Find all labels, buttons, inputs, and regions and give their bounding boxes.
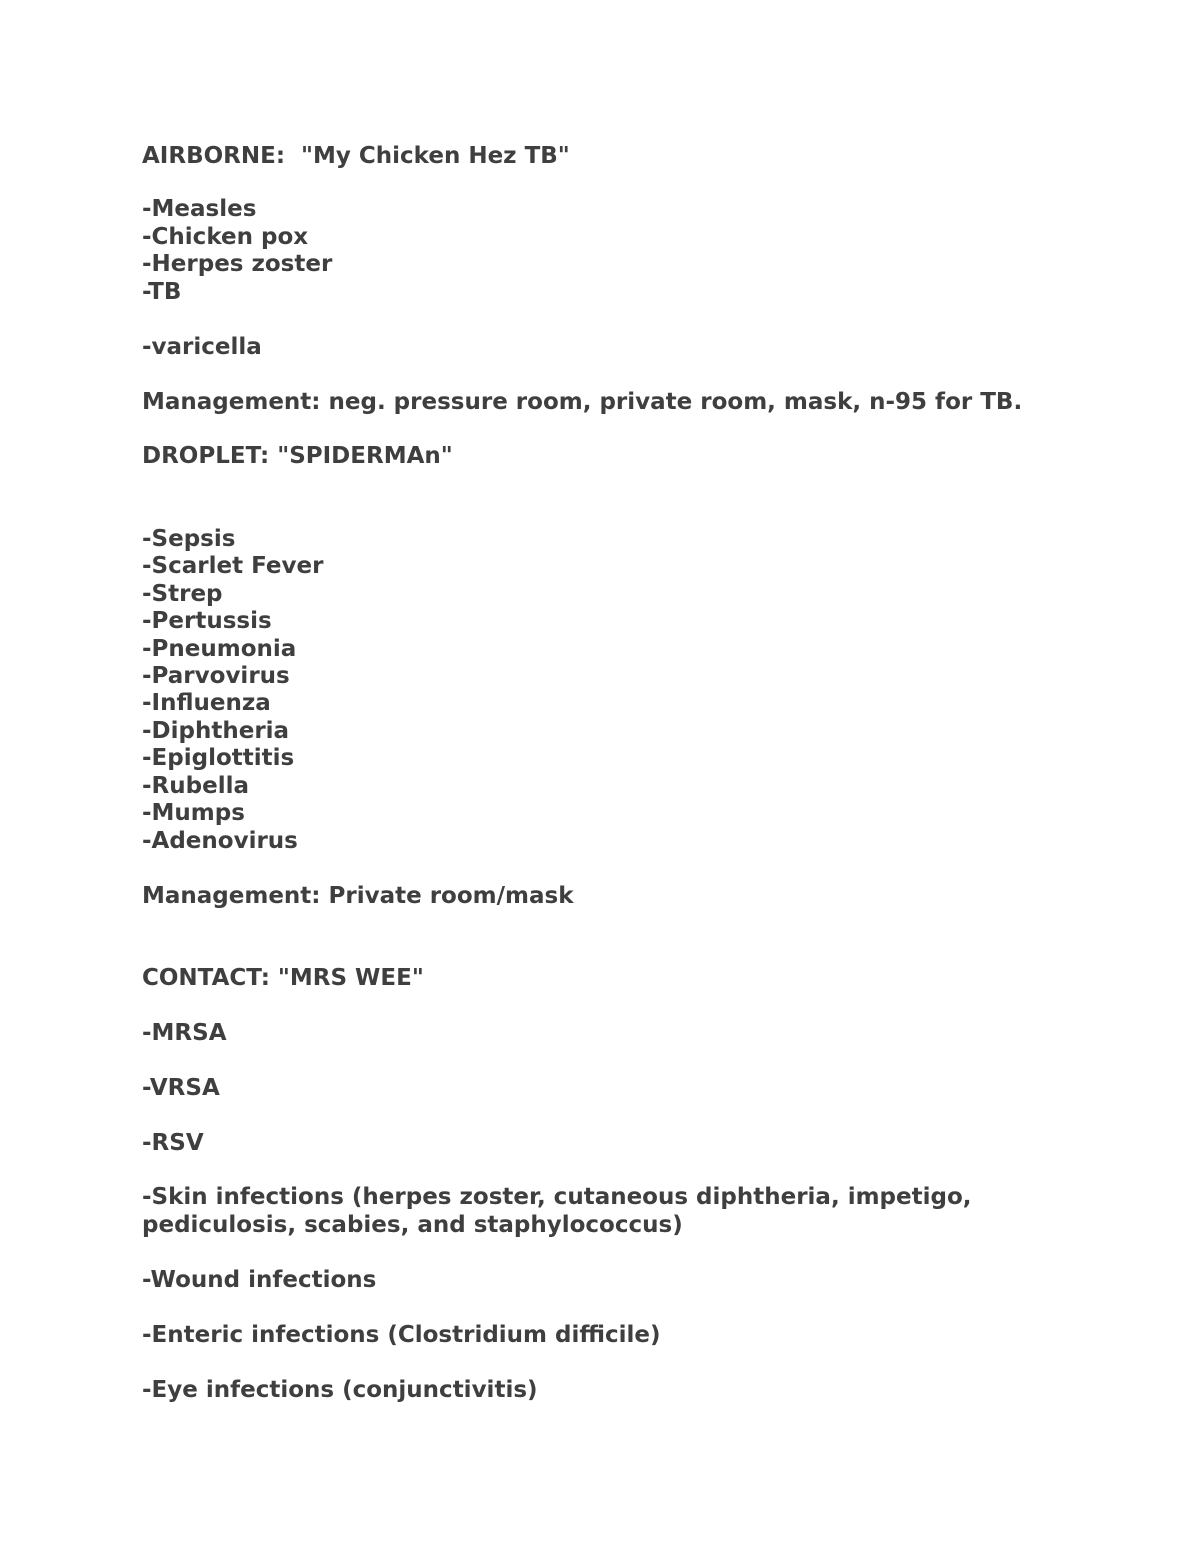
droplet-item-epiglottitis: -Epiglottitis bbox=[142, 745, 295, 771]
droplet-item-strep: -Strep bbox=[142, 581, 223, 607]
contact-item-enteric-infections: -Enteric infections (Clostridium difficile) bbox=[142, 1322, 661, 1348]
contact-item-skin-infections: -Skin infections (herpes zoster, cutaneous diphtheria, impetigo, bbox=[142, 1184, 972, 1210]
droplet-item-adenovirus: -Adenovirus bbox=[142, 828, 298, 854]
droplet-item-parvovirus: -Parvovirus bbox=[142, 663, 290, 689]
contact-item-wound-infections: -Wound infections bbox=[142, 1267, 377, 1293]
airborne-item-chicken-pox: -Chicken pox bbox=[142, 224, 309, 250]
droplet-management: Management: Private room/mask bbox=[142, 883, 574, 909]
contact-item-eye-infections: -Eye infections (conjunctivitis) bbox=[142, 1377, 538, 1403]
airborne-item-varicella: -varicella bbox=[142, 334, 262, 360]
contact-item-vrsa: -VRSA bbox=[142, 1075, 220, 1101]
droplet-item-pertussis: -Pertussis bbox=[142, 608, 272, 634]
droplet-item-sepsis: -Sepsis bbox=[142, 526, 236, 552]
contact-item-rsv: -RSV bbox=[142, 1130, 204, 1156]
droplet-item-rubella: -Rubella bbox=[142, 773, 249, 799]
droplet-item-influenza: -Influenza bbox=[142, 690, 271, 716]
droplet-heading: DROPLET: "SPIDERMAn" bbox=[142, 443, 453, 469]
droplet-item-pneumonia: -Pneumonia bbox=[142, 636, 297, 662]
droplet-item-scarlet-fever: -Scarlet Fever bbox=[142, 553, 324, 579]
droplet-item-mumps: -Mumps bbox=[142, 800, 245, 826]
contact-heading: CONTACT: "MRS WEE" bbox=[142, 965, 424, 991]
contact-item-mrsa: -MRSA bbox=[142, 1020, 227, 1046]
airborne-heading: AIRBORNE: "My Chicken Hez TB" bbox=[142, 143, 570, 169]
droplet-item-diphtheria: -Diphtheria bbox=[142, 718, 290, 744]
contact-item-skin-infections-continued: pediculosis, scabies, and staphylococcus) bbox=[142, 1212, 683, 1238]
airborne-item-herpes-zoster: -Herpes zoster bbox=[142, 251, 333, 277]
airborne-management: Management: neg. pressure room, private room, mask, n-95 for TB. bbox=[142, 389, 1023, 415]
airborne-item-measles: -Measles bbox=[142, 196, 257, 222]
airborne-item-tb: -TB bbox=[142, 279, 182, 305]
